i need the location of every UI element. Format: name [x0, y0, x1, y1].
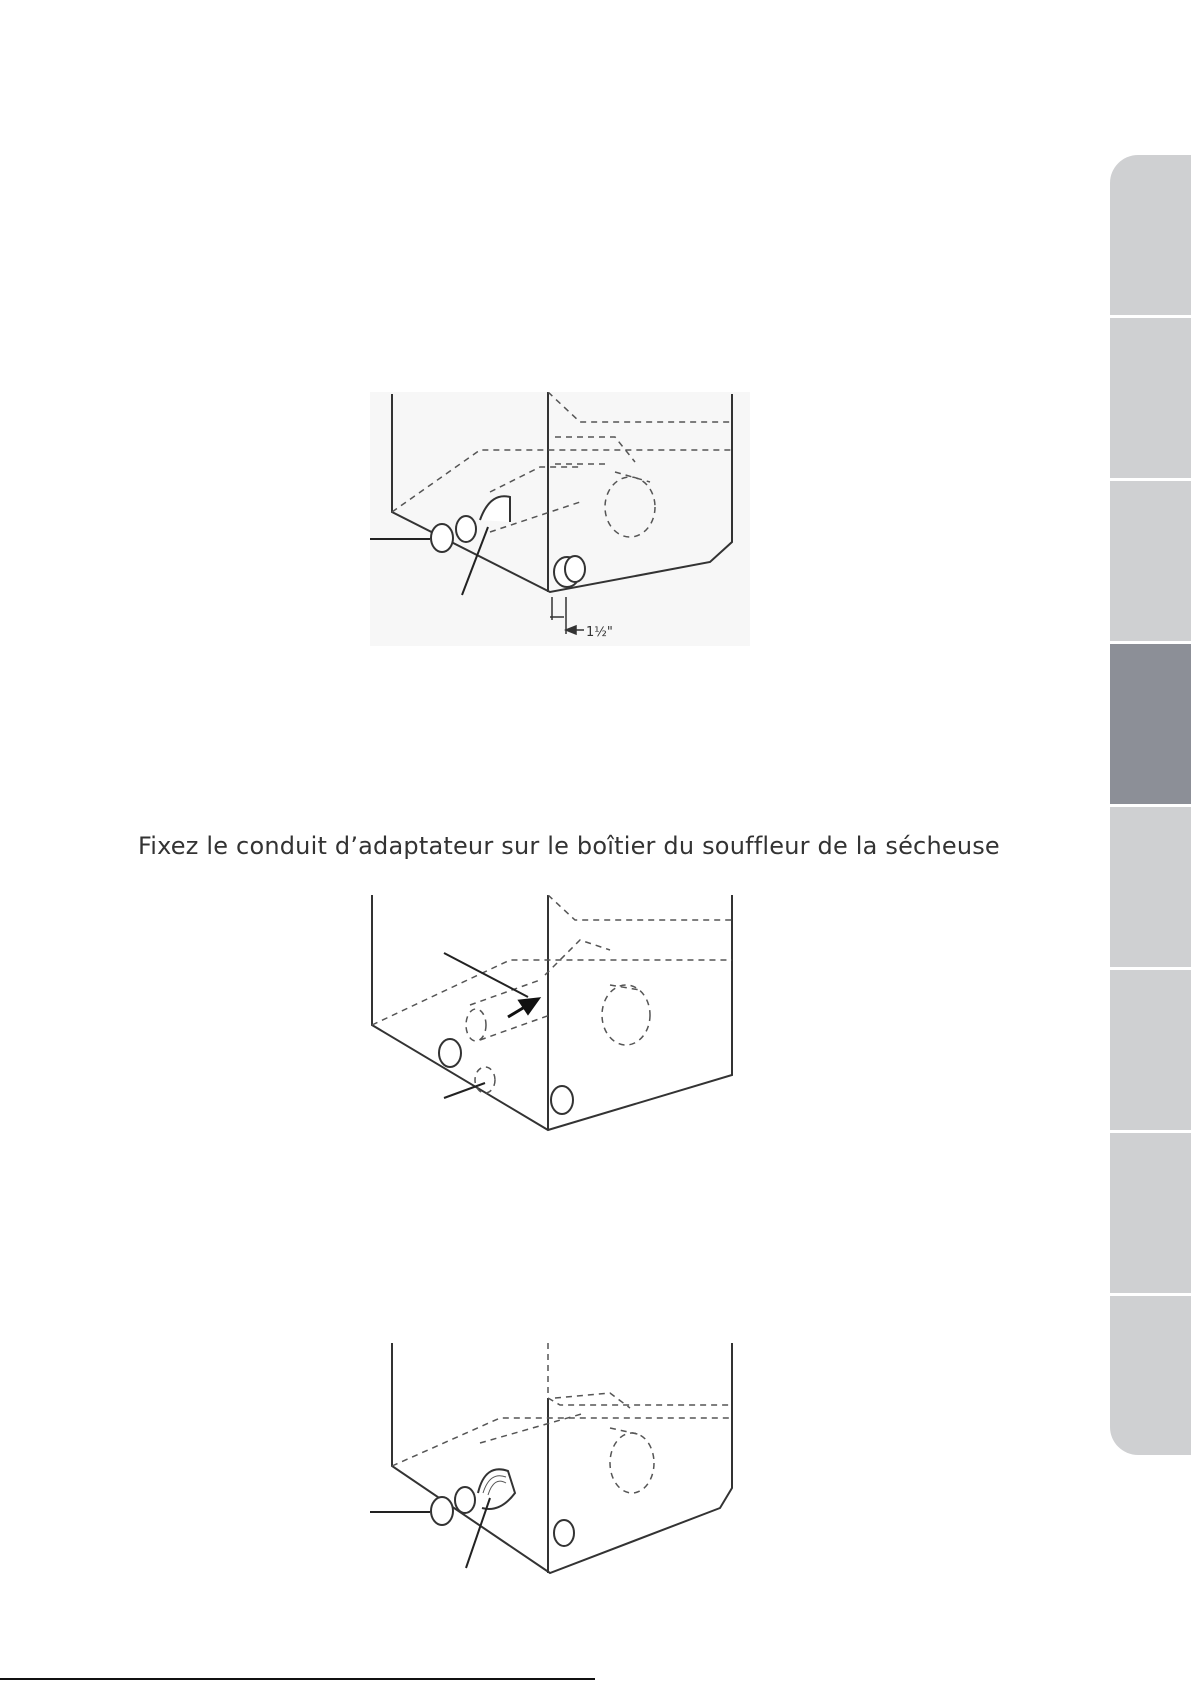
port-1	[431, 524, 453, 552]
instruction-caption: Fixez le conduit d’adaptateur sur le boîtier du souffleur de la sécheuse	[138, 832, 1000, 860]
section-tab-4-active[interactable]	[1110, 644, 1191, 804]
port-1	[431, 1497, 453, 1525]
section-tab-5[interactable]	[1110, 807, 1191, 967]
section-tab-1[interactable]	[1110, 155, 1191, 315]
figure-duct-measurement	[370, 392, 750, 646]
dimension-label: 1½"	[586, 625, 613, 640]
figure-duct-installed	[370, 1343, 750, 1578]
section-tab-6[interactable]	[1110, 970, 1191, 1130]
dryer-cabinet-diagram-1	[370, 392, 750, 646]
port-3	[554, 1520, 574, 1546]
section-tab-3[interactable]	[1110, 481, 1191, 641]
port-1	[439, 1039, 461, 1067]
dryer-cabinet-diagram-3	[370, 1343, 750, 1578]
port-2	[551, 1086, 573, 1114]
port-2	[455, 1487, 475, 1513]
section-tab-2[interactable]	[1110, 318, 1191, 478]
dryer-cabinet-diagram-2	[370, 895, 750, 1135]
section-tab-bar	[1110, 155, 1191, 1455]
port-2	[456, 516, 476, 542]
footer-rule	[0, 1678, 595, 1680]
section-tab-7[interactable]	[1110, 1133, 1191, 1293]
section-tab-8[interactable]	[1110, 1296, 1191, 1455]
figure-attach-adapter-duct	[370, 895, 750, 1135]
